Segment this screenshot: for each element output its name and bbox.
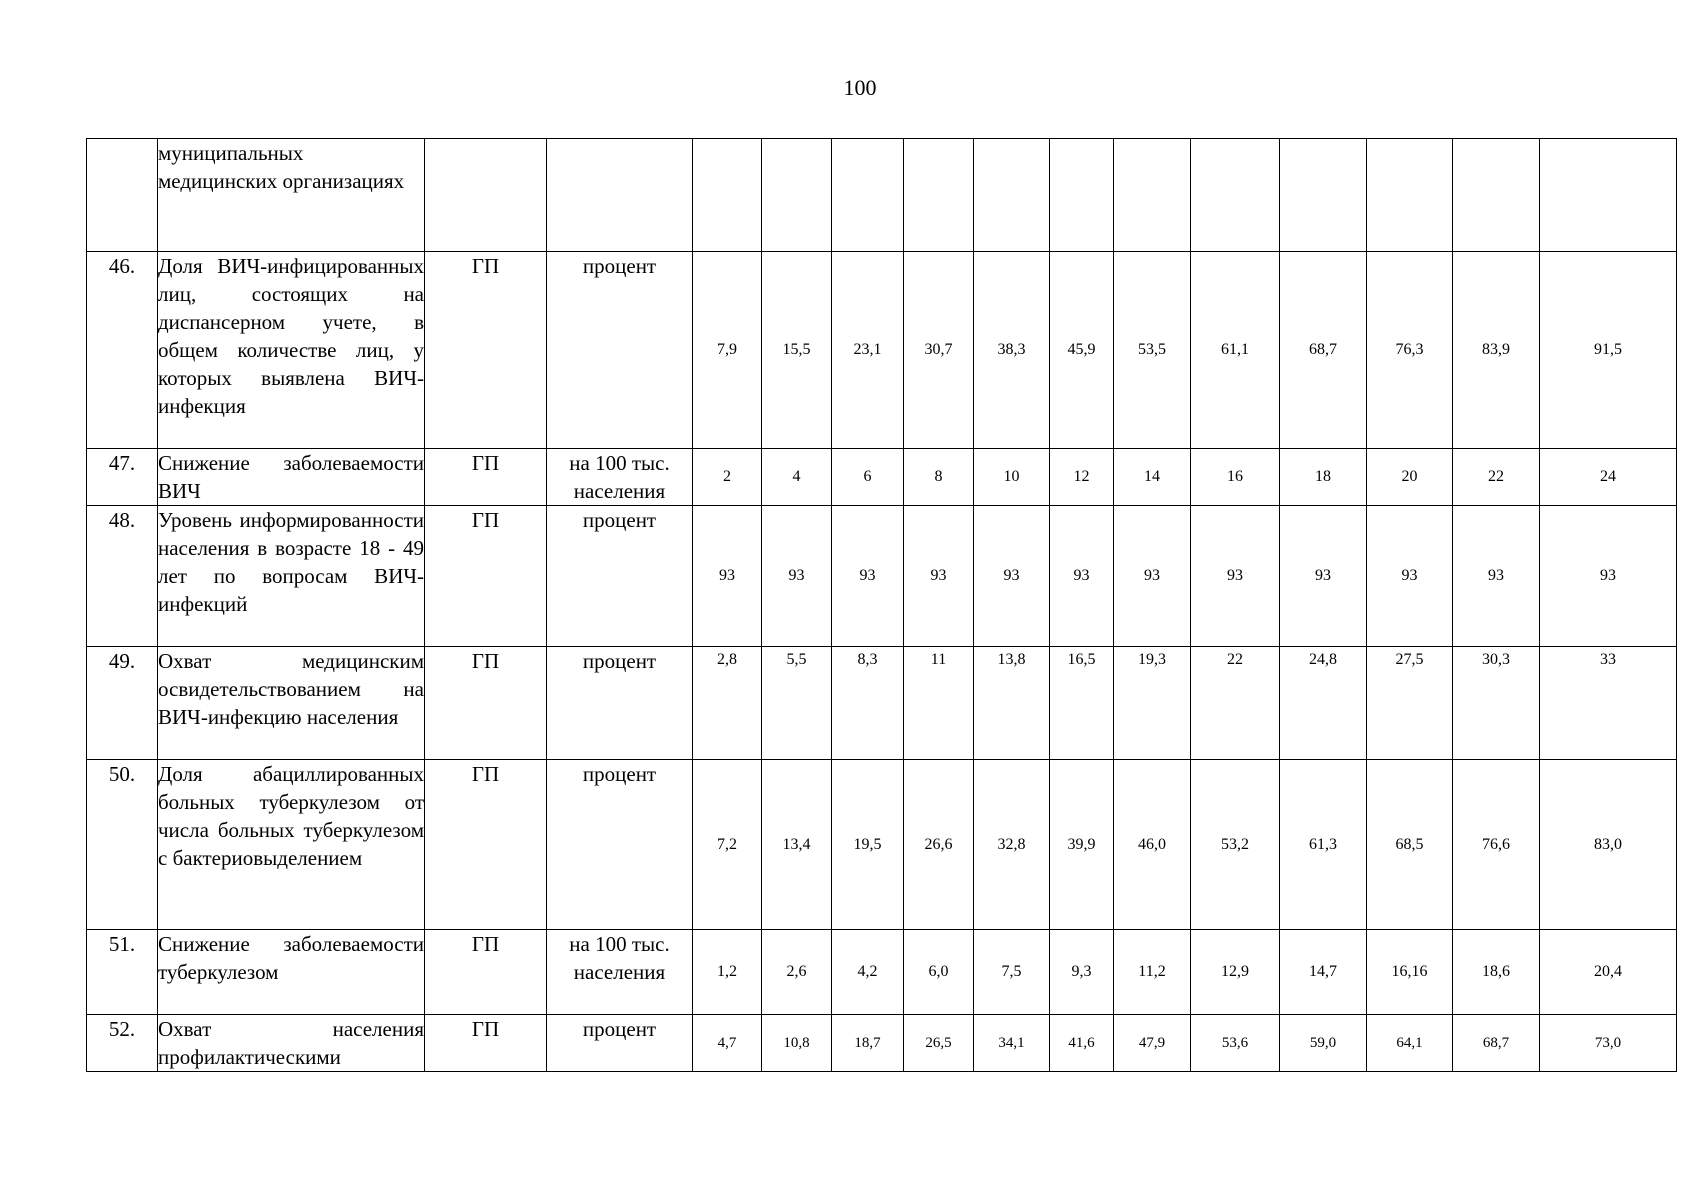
- row-number-cell: 47.: [87, 449, 158, 506]
- value-cell: 26,5: [904, 1015, 974, 1072]
- value-cell: 19,5: [832, 760, 904, 930]
- value-cell: 5,5: [762, 647, 832, 760]
- value-cell: 22: [1191, 647, 1280, 760]
- value-cell: 27,5: [1367, 647, 1453, 760]
- value-cell: 4: [762, 449, 832, 506]
- value-cell: 47,9: [1114, 1015, 1191, 1072]
- value-cell: 33: [1540, 647, 1677, 760]
- value-cell: [832, 139, 904, 252]
- value-cell: 10,8: [762, 1015, 832, 1072]
- indicator-name-cell: Охват медицинским освидетельствованием на ВИЧ-инфекцию населения: [158, 647, 425, 760]
- value-cell: [1367, 139, 1453, 252]
- value-cell: 32,8: [974, 760, 1050, 930]
- value-cell: 18,6: [1453, 930, 1540, 1015]
- table-row: [87, 760, 1677, 930]
- indicator-name-cell: Уровень информированности населения в возрасте 18 - 49 лет по вопросам ВИЧ-инфекций: [158, 506, 425, 647]
- value-cell: [1280, 139, 1367, 252]
- unit-cell: на 100 тыс. населения: [547, 930, 693, 1015]
- row-number-cell: 51.: [87, 930, 158, 1015]
- value-cell: 16,5: [1050, 647, 1114, 760]
- value-cell: 20: [1367, 449, 1453, 506]
- value-cell: 68,5: [1367, 760, 1453, 930]
- value-cell: 7,9: [693, 252, 762, 449]
- row-number-cell: 50.: [87, 760, 158, 930]
- value-cell: 93: [1114, 506, 1191, 647]
- value-cell: [1540, 139, 1677, 252]
- value-cell: 61,1: [1191, 252, 1280, 449]
- value-cell: 6,0: [904, 930, 974, 1015]
- value-cell: 93: [904, 506, 974, 647]
- indicator-name-cell: Снижение заболеваемости ВИЧ: [158, 449, 425, 506]
- value-cell: 4,2: [832, 930, 904, 1015]
- value-cell: 24,8: [1280, 647, 1367, 760]
- table-row: [87, 647, 1677, 760]
- value-cell: 53,6: [1191, 1015, 1280, 1072]
- program-cell: ГП: [425, 930, 547, 1015]
- value-cell: [693, 139, 762, 252]
- value-cell: 73,0: [1540, 1015, 1677, 1072]
- value-cell: 16: [1191, 449, 1280, 506]
- value-cell: 93: [762, 506, 832, 647]
- value-cell: 22: [1453, 449, 1540, 506]
- value-cell: 59,0: [1280, 1015, 1367, 1072]
- value-cell: 61,3: [1280, 760, 1367, 930]
- value-cell: 64,1: [1367, 1015, 1453, 1072]
- value-cell: [1114, 139, 1191, 252]
- unit-cell: процент: [547, 647, 693, 760]
- program-cell: ГП: [425, 647, 547, 760]
- value-cell: 39,9: [1050, 760, 1114, 930]
- value-cell: 93: [974, 506, 1050, 647]
- unit-cell: [547, 139, 693, 252]
- value-cell: [904, 139, 974, 252]
- value-cell: 93: [1050, 506, 1114, 647]
- table-row: [87, 449, 1677, 506]
- value-cell: [1191, 139, 1280, 252]
- value-cell: 16,16: [1367, 930, 1453, 1015]
- value-cell: 14,7: [1280, 930, 1367, 1015]
- value-cell: 93: [693, 506, 762, 647]
- value-cell: [1453, 139, 1540, 252]
- value-cell: 7,5: [974, 930, 1050, 1015]
- table-row: [87, 1015, 1677, 1072]
- value-cell: 23,1: [832, 252, 904, 449]
- value-cell: [762, 139, 832, 252]
- value-cell: 24: [1540, 449, 1677, 506]
- value-cell: 20,4: [1540, 930, 1677, 1015]
- program-cell: ГП: [425, 1015, 547, 1072]
- value-cell: 93: [1453, 506, 1540, 647]
- table-row: [87, 506, 1677, 647]
- value-cell: 7,2: [693, 760, 762, 930]
- value-cell: 9,3: [1050, 930, 1114, 1015]
- value-cell: 13,4: [762, 760, 832, 930]
- value-cell: 46,0: [1114, 760, 1191, 930]
- value-cell: 34,1: [974, 1015, 1050, 1072]
- value-cell: [974, 139, 1050, 252]
- indicators-table: [86, 138, 1677, 1072]
- value-cell: [1050, 139, 1114, 252]
- value-cell: 38,3: [974, 252, 1050, 449]
- value-cell: 53,5: [1114, 252, 1191, 449]
- program-cell: ГП: [425, 449, 547, 506]
- value-cell: 68,7: [1453, 1015, 1540, 1072]
- table-row: [87, 252, 1677, 449]
- value-cell: 12,9: [1191, 930, 1280, 1015]
- value-cell: 8: [904, 449, 974, 506]
- program-cell: ГП: [425, 506, 547, 647]
- unit-cell: процент: [547, 506, 693, 647]
- row-number-cell: [87, 139, 158, 252]
- value-cell: 1,2: [693, 930, 762, 1015]
- value-cell: 93: [1191, 506, 1280, 647]
- value-cell: 12: [1050, 449, 1114, 506]
- value-cell: 93: [832, 506, 904, 647]
- unit-cell: на 100 тыс. населения: [547, 449, 693, 506]
- value-cell: 83,9: [1453, 252, 1540, 449]
- program-cell: ГП: [425, 252, 547, 449]
- indicator-name-cell: Доля ВИЧ-инфицированных лиц, состоящих на диспансерном учете, в общем количестве лиц, у которых выявлена ВИЧ-инфекция: [158, 252, 425, 449]
- value-cell: 91,5: [1540, 252, 1677, 449]
- value-cell: 4,7: [693, 1015, 762, 1072]
- value-cell: 13,8: [974, 647, 1050, 760]
- value-cell: 83,0: [1540, 760, 1677, 930]
- value-cell: 41,6: [1050, 1015, 1114, 1072]
- value-cell: 2,6: [762, 930, 832, 1015]
- value-cell: 11,2: [1114, 930, 1191, 1015]
- row-number-cell: 49.: [87, 647, 158, 760]
- value-cell: 10: [974, 449, 1050, 506]
- program-cell: [425, 139, 547, 252]
- unit-cell: процент: [547, 1015, 693, 1072]
- value-cell: 18,7: [832, 1015, 904, 1072]
- indicator-name-cell: Охват населения профилактическими: [158, 1015, 425, 1072]
- value-cell: 93: [1367, 506, 1453, 647]
- value-cell: 15,5: [762, 252, 832, 449]
- program-cell: ГП: [425, 760, 547, 930]
- indicator-name-cell: муниципальных медицинских организациях: [158, 139, 425, 252]
- unit-cell: процент: [547, 252, 693, 449]
- value-cell: 14: [1114, 449, 1191, 506]
- value-cell: 30,7: [904, 252, 974, 449]
- value-cell: 30,3: [1453, 647, 1540, 760]
- value-cell: 93: [1280, 506, 1367, 647]
- page-number: 100: [843, 75, 877, 100]
- value-cell: 18: [1280, 449, 1367, 506]
- value-cell: 68,7: [1280, 252, 1367, 449]
- value-cell: 11: [904, 647, 974, 760]
- value-cell: 76,6: [1453, 760, 1540, 930]
- value-cell: 93: [1540, 506, 1677, 647]
- value-cell: 19,3: [1114, 647, 1191, 760]
- table-row: [87, 139, 1677, 252]
- value-cell: 45,9: [1050, 252, 1114, 449]
- value-cell: 2,8: [693, 647, 762, 760]
- row-number-cell: 52.: [87, 1015, 158, 1072]
- value-cell: 26,6: [904, 760, 974, 930]
- indicator-name-cell: Снижение заболеваемости туберкулезом: [158, 930, 425, 1015]
- unit-cell: процент: [547, 760, 693, 930]
- table-row: [87, 930, 1677, 1015]
- value-cell: 53,2: [1191, 760, 1280, 930]
- value-cell: 6: [832, 449, 904, 506]
- value-cell: 76,3: [1367, 252, 1453, 449]
- row-number-cell: 48.: [87, 506, 158, 647]
- value-cell: 8,3: [832, 647, 904, 760]
- value-cell: 2: [693, 449, 762, 506]
- row-number-cell: 46.: [87, 252, 158, 449]
- indicator-name-cell: Доля абациллированных больных туберкулезом от числа больных туберкулезом с бактериовыделением: [158, 760, 425, 930]
